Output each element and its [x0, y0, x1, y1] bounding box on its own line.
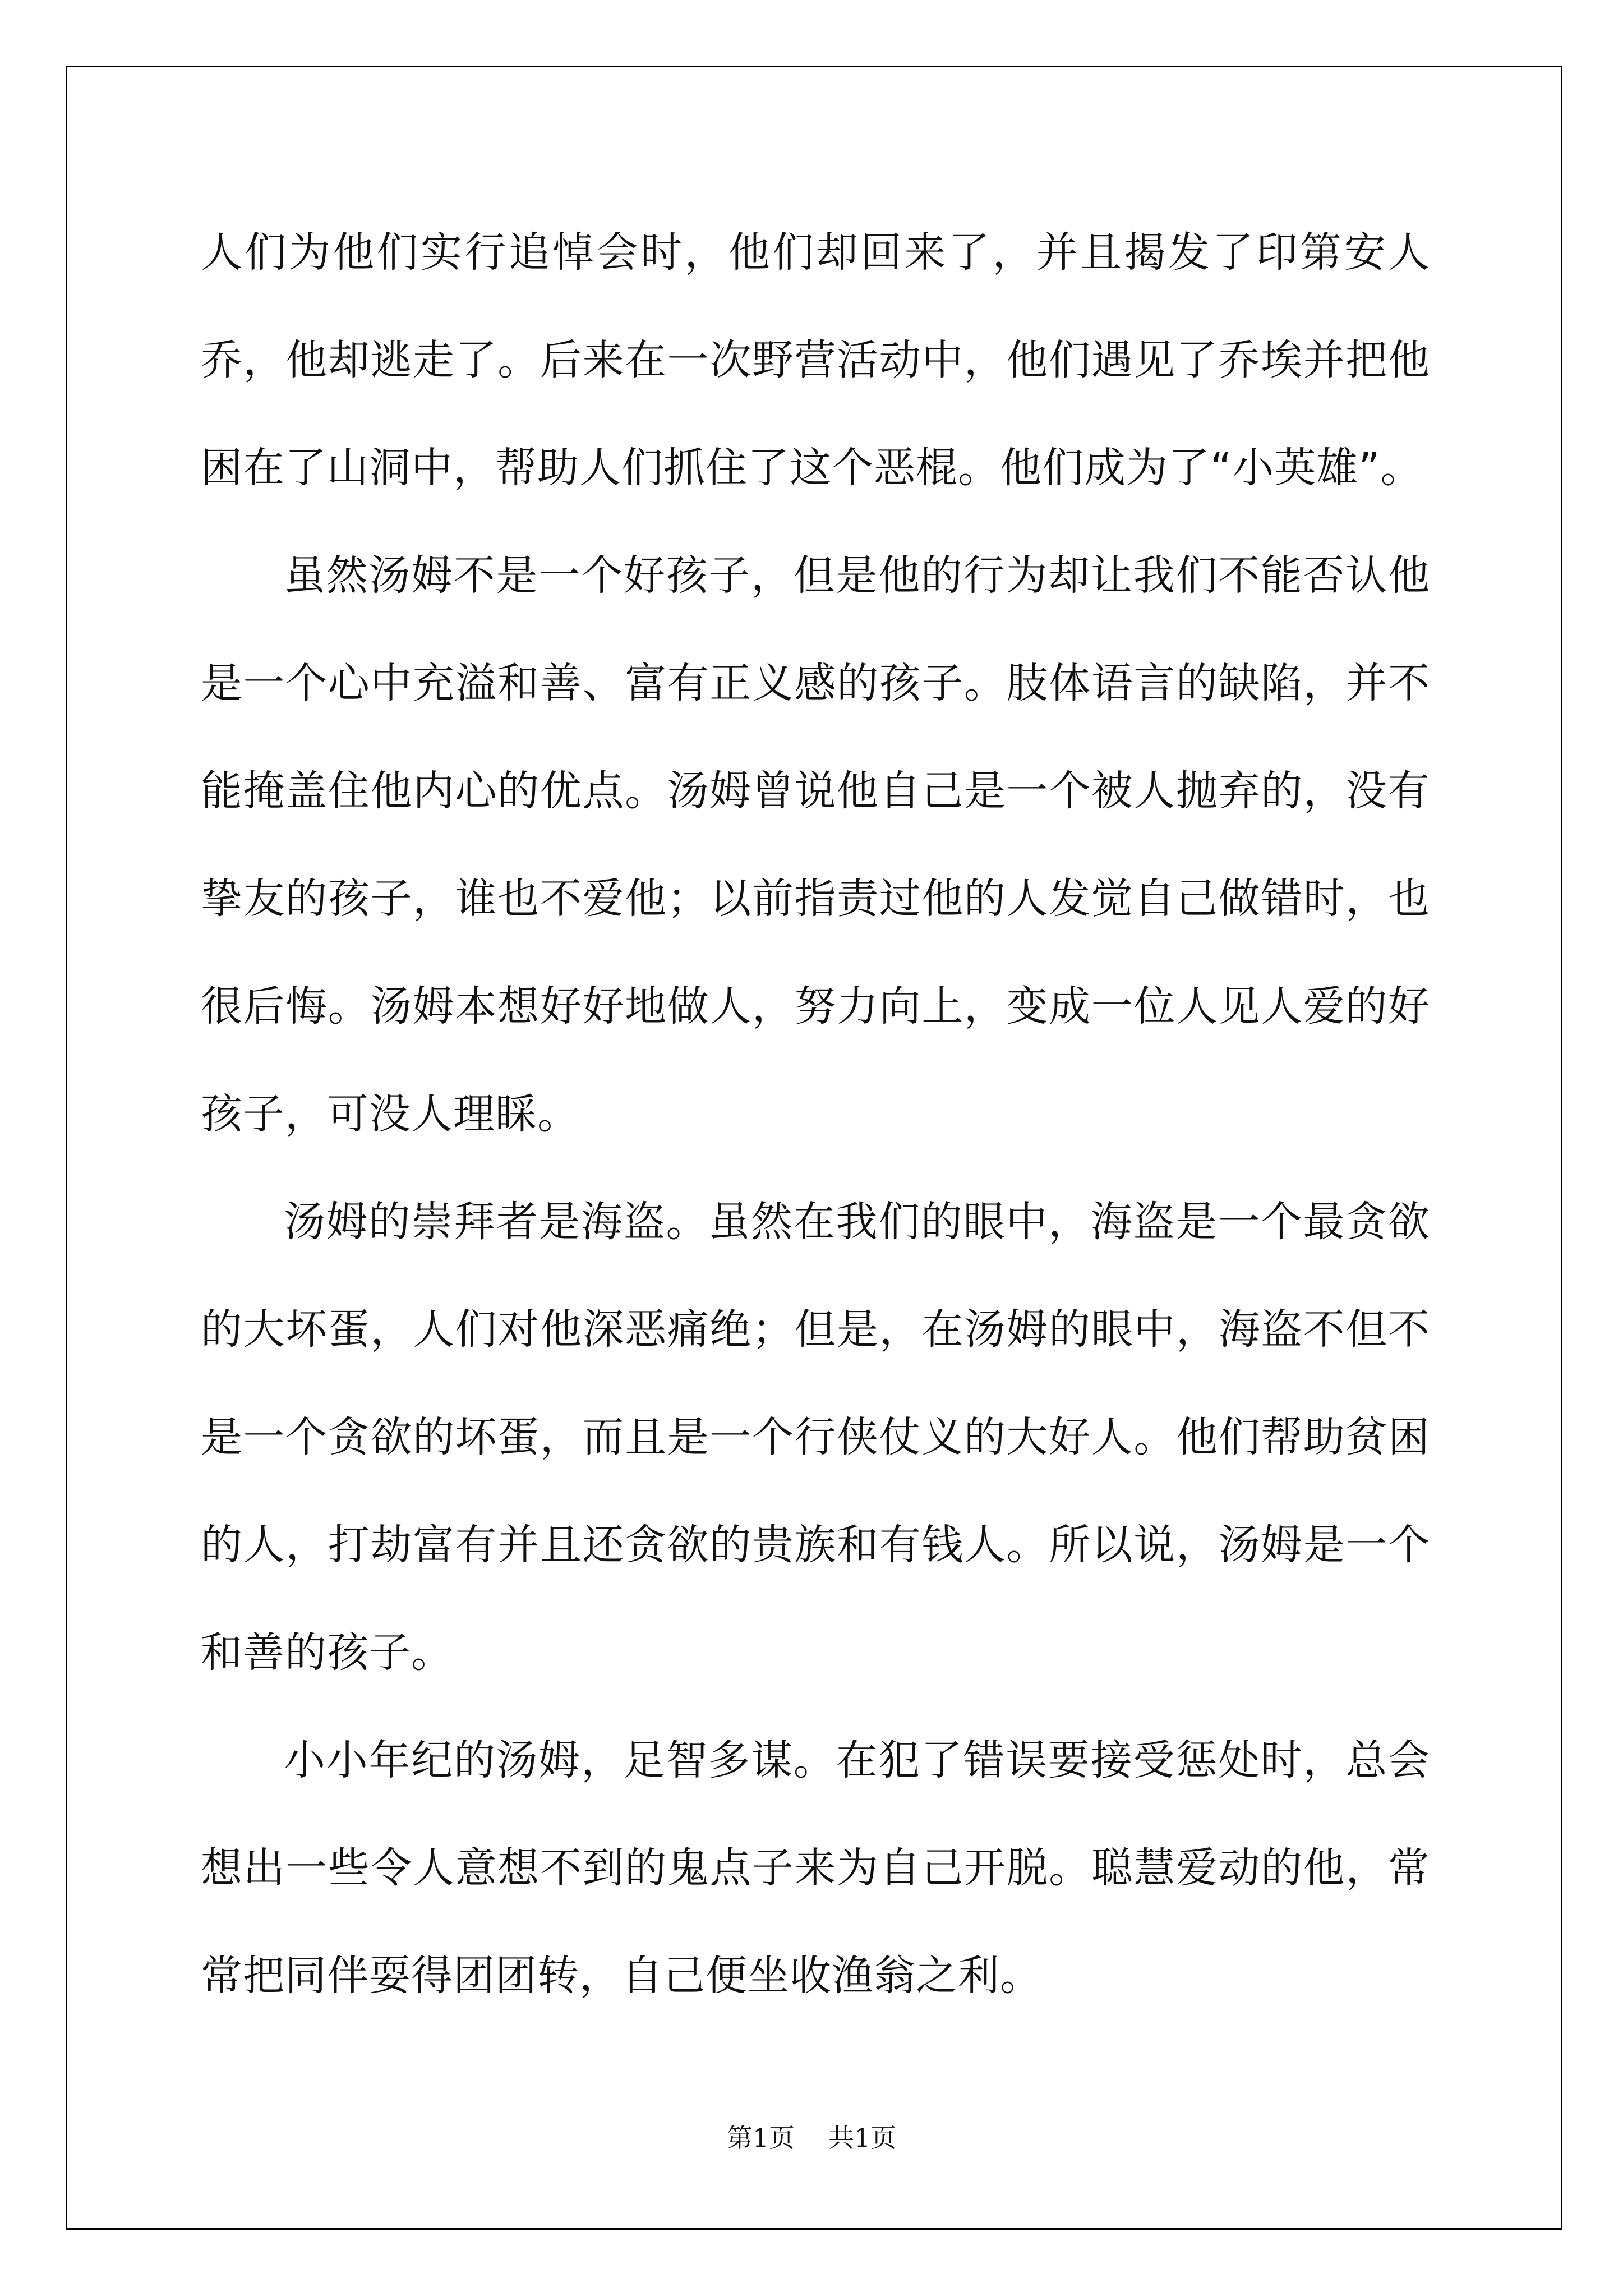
paragraph-1: 人们为他们实行追悼会时，他们却回来了，并且揭发了印第安人乔，他却逃走了。后来在一次野营活动中，他们遇见了乔埃并把他困在了山洞中，帮助人们抓住了这个恶棍。他们成为了“小英雄”。: [201, 228, 1430, 492]
page-footer: [0, 2118, 1623, 2155]
page-number-total: 共1页: [828, 2123, 897, 2153]
paragraph-4: 小小年纪的汤姆，足智多谋。在犯了错误要接受惩处时，总会想出一些令人意想不到的鬼点子来为自己开脱。聪慧爱动的他，常常把同伴耍得团团转，自己便坐收渔翁之利。: [201, 1736, 1430, 2000]
paragraph-2: 虽然汤姆不是一个好孩子，但是他的行为却让我们不能否认他是一个心中充溢和善、富有正义感的孩子。肢体语言的缺陷，并不能掩盖住他内心的优点。汤姆曾说他自己是一个被人抛弃的，没有挚友的孩子，谁也不爱他；以前指责过他的人发觉自己做错时，也很后悔。汤姆本想好好地做人，努力向上，变成一位人见人爱的好孩子，可没人理睬。: [201, 551, 1430, 1138]
document-body: [201, 199, 1430, 2030]
page-number-current: 第1页: [726, 2123, 795, 2153]
paragraph-3: 汤姆的崇拜者是海盗。虽然在我们的眼中，海盗是一个最贪欲的大坏蛋，人们对他深恶痛绝；但是，在汤姆的眼中，海盗不但不是一个贪欲的坏蛋，而且是一个行侠仗义的大好人。他们帮助贫困的人，打劫富有并且还贪欲的贵族和有钱人。所以说，汤姆是一个和善的孩子。: [201, 1198, 1430, 1677]
